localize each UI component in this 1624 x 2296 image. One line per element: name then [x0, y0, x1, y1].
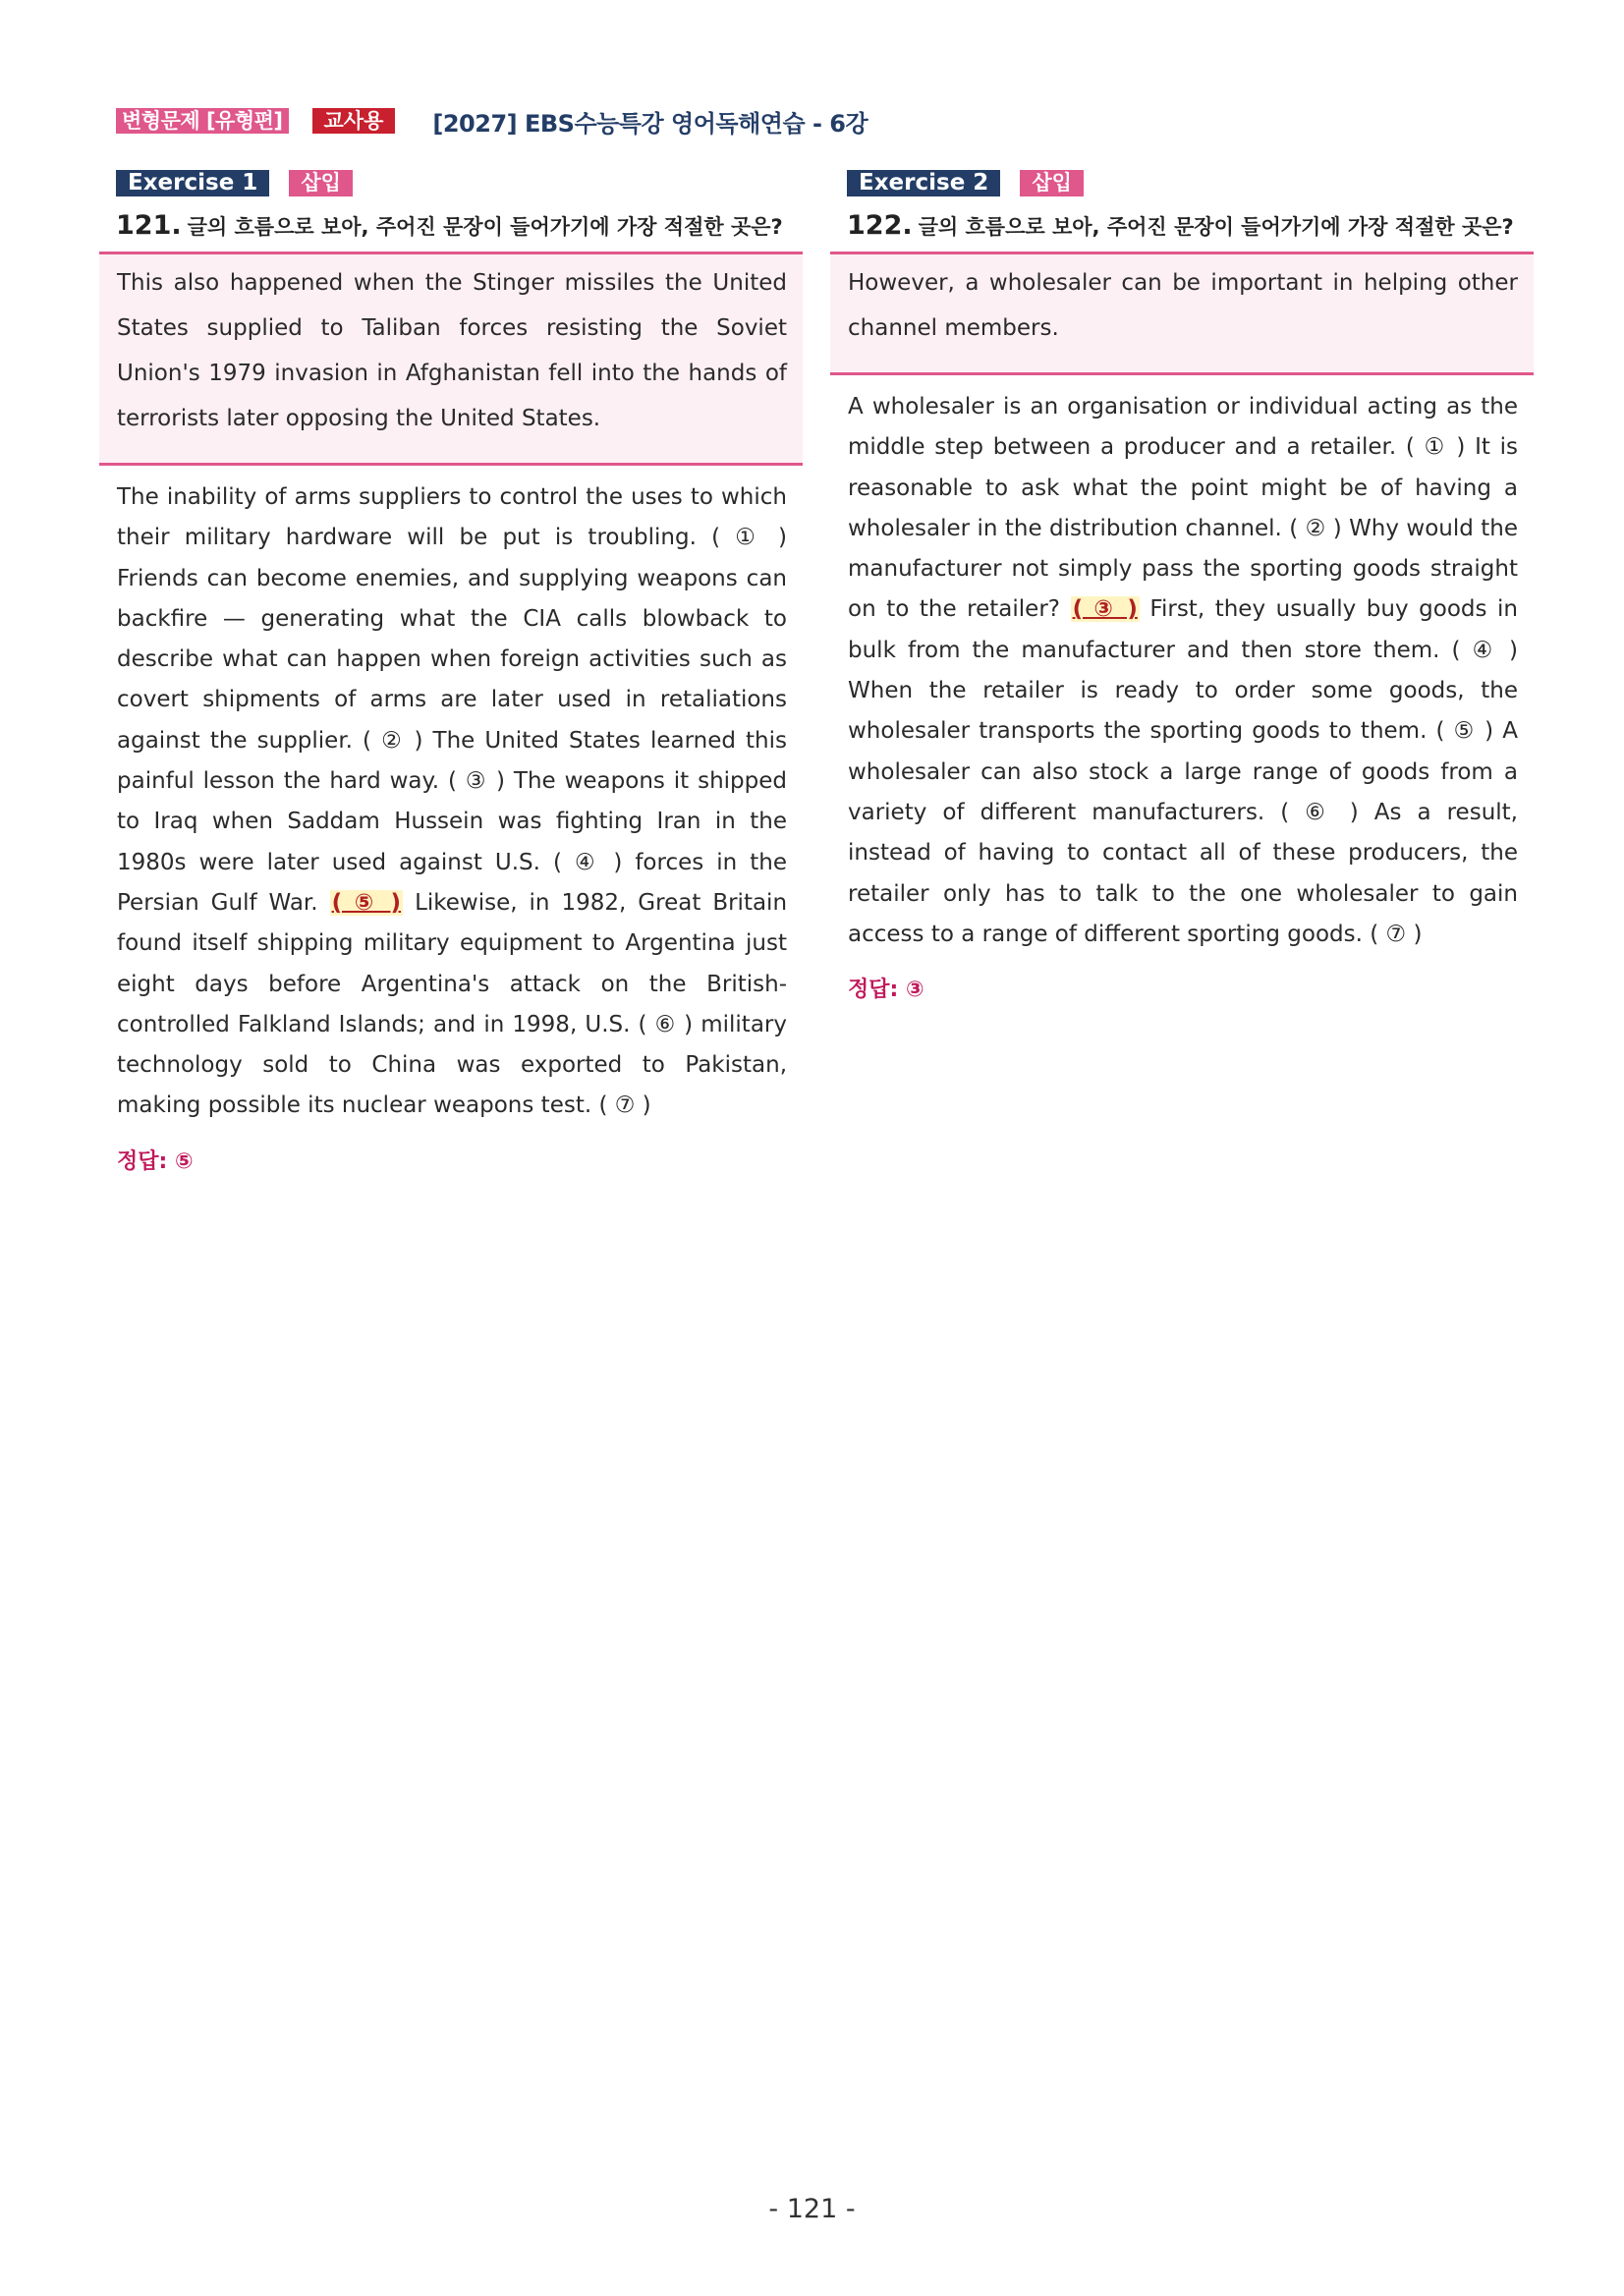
passage: [848, 387, 1518, 955]
exercise-header: [847, 169, 1534, 196]
passage: [117, 477, 787, 1127]
teacher-tag: 교사용: [312, 108, 396, 134]
exercise-header: [116, 169, 803, 196]
question-number: 121.: [116, 210, 182, 241]
answer-key: 정답: ③: [848, 978, 924, 1003]
exercise-label: Exercise 1: [116, 170, 269, 196]
page-header: [116, 104, 868, 138]
exercise-2: [830, 169, 1534, 1003]
given-sentence: This also happened when the Stinger missiles the United States supplied to Taliban forces resisting the Soviet Union's 1979 invasion in Afghanistan fell into the hands of terrorists later opposing the United States.: [117, 270, 787, 431]
passage-text-before: A wholesaler is an organisation or individual acting as the middle step between a producer and a retailer. ( ① ) It is reasonable to ask what the point might be of having a wholesaler in the distribution channel. ( ② ) Why would the manufacturer not simply pass the sporting goods straight on to the retailer?: [848, 394, 1518, 623]
answer-key: 정답: ⑤: [117, 1148, 194, 1174]
passage-text-after: Likewise, in 1982, Great Britain found itself shipping military equipment to Argentina just eight days before Argentina's attack on the British-controlled Falkland Islands; and in 1998, U.S. ( ⑥ ) military technology sold to China was exported to Pakistan, making possible its nuclear weapons test. ( ⑦ ): [117, 889, 788, 1119]
question: [847, 207, 1515, 246]
page-number: - 121 -: [768, 2194, 856, 2224]
question-text: 글의 흐름으로 보아, 주어진 문장이 들어가기에 가장 적절한 곳은?: [187, 215, 783, 239]
passage-text-after: First, they usually buy goods in bulk from the manufacturer and then store them. ( ④ ) When the retailer is ready to order some goods, the wholesaler transports the sporting goods to them. ( ⑤ ) A wholesaler can also stock a large range of goods from a variety of different manufacturers. ( ⑥ ) As a result, instead of having to contact all of these producers, the retailer only has to talk to the one wholesaler to gain access to a range of different sporting goods. ( ⑦ ): [848, 596, 1519, 947]
exercise-type-tag: 삽입: [1020, 170, 1084, 196]
passage-text-before: The inability of arms suppliers to control the uses to which their military hardware will be put is troubling. ( ① ) Friends can become enemies, and supplying weapons can backfire — generating what the CIA calls blowback to describe what can happen when foreign activities such as covert shipments of arms are later used in retaliations against the supplier. ( ② ) The United States learned this painful lesson the hard way. ( ③ ) The weapons it shipped to Iraq when Saddam Hussein was fighting Iran in the 1980s were later used against U.S. ( ④ ) forces in the Persian Gulf War.: [117, 484, 787, 916]
exercise-type-tag: 삽입: [289, 170, 353, 196]
question-number: 122.: [847, 210, 913, 241]
category-tag: 변형문제 [유형편]: [116, 108, 289, 134]
given-sentence-box: [830, 252, 1534, 375]
answer-position-mark: ( ⑤ ): [331, 889, 402, 916]
question: [116, 207, 784, 246]
exercise-label: Exercise 2: [847, 170, 1000, 196]
question-text: 글의 흐름으로 보아, 주어진 문장이 들어가기에 가장 적절한 곳은?: [918, 215, 1514, 239]
document-title: [2027] EBS수능특강 영어독해연습 - 6강: [432, 109, 868, 138]
given-sentence: However, a wholesaler can be important in helping other channel members.: [848, 270, 1518, 341]
exercise-1: [99, 169, 803, 1175]
given-sentence-box: [99, 252, 803, 466]
answer-position-mark: ( ③ ): [1072, 596, 1138, 623]
